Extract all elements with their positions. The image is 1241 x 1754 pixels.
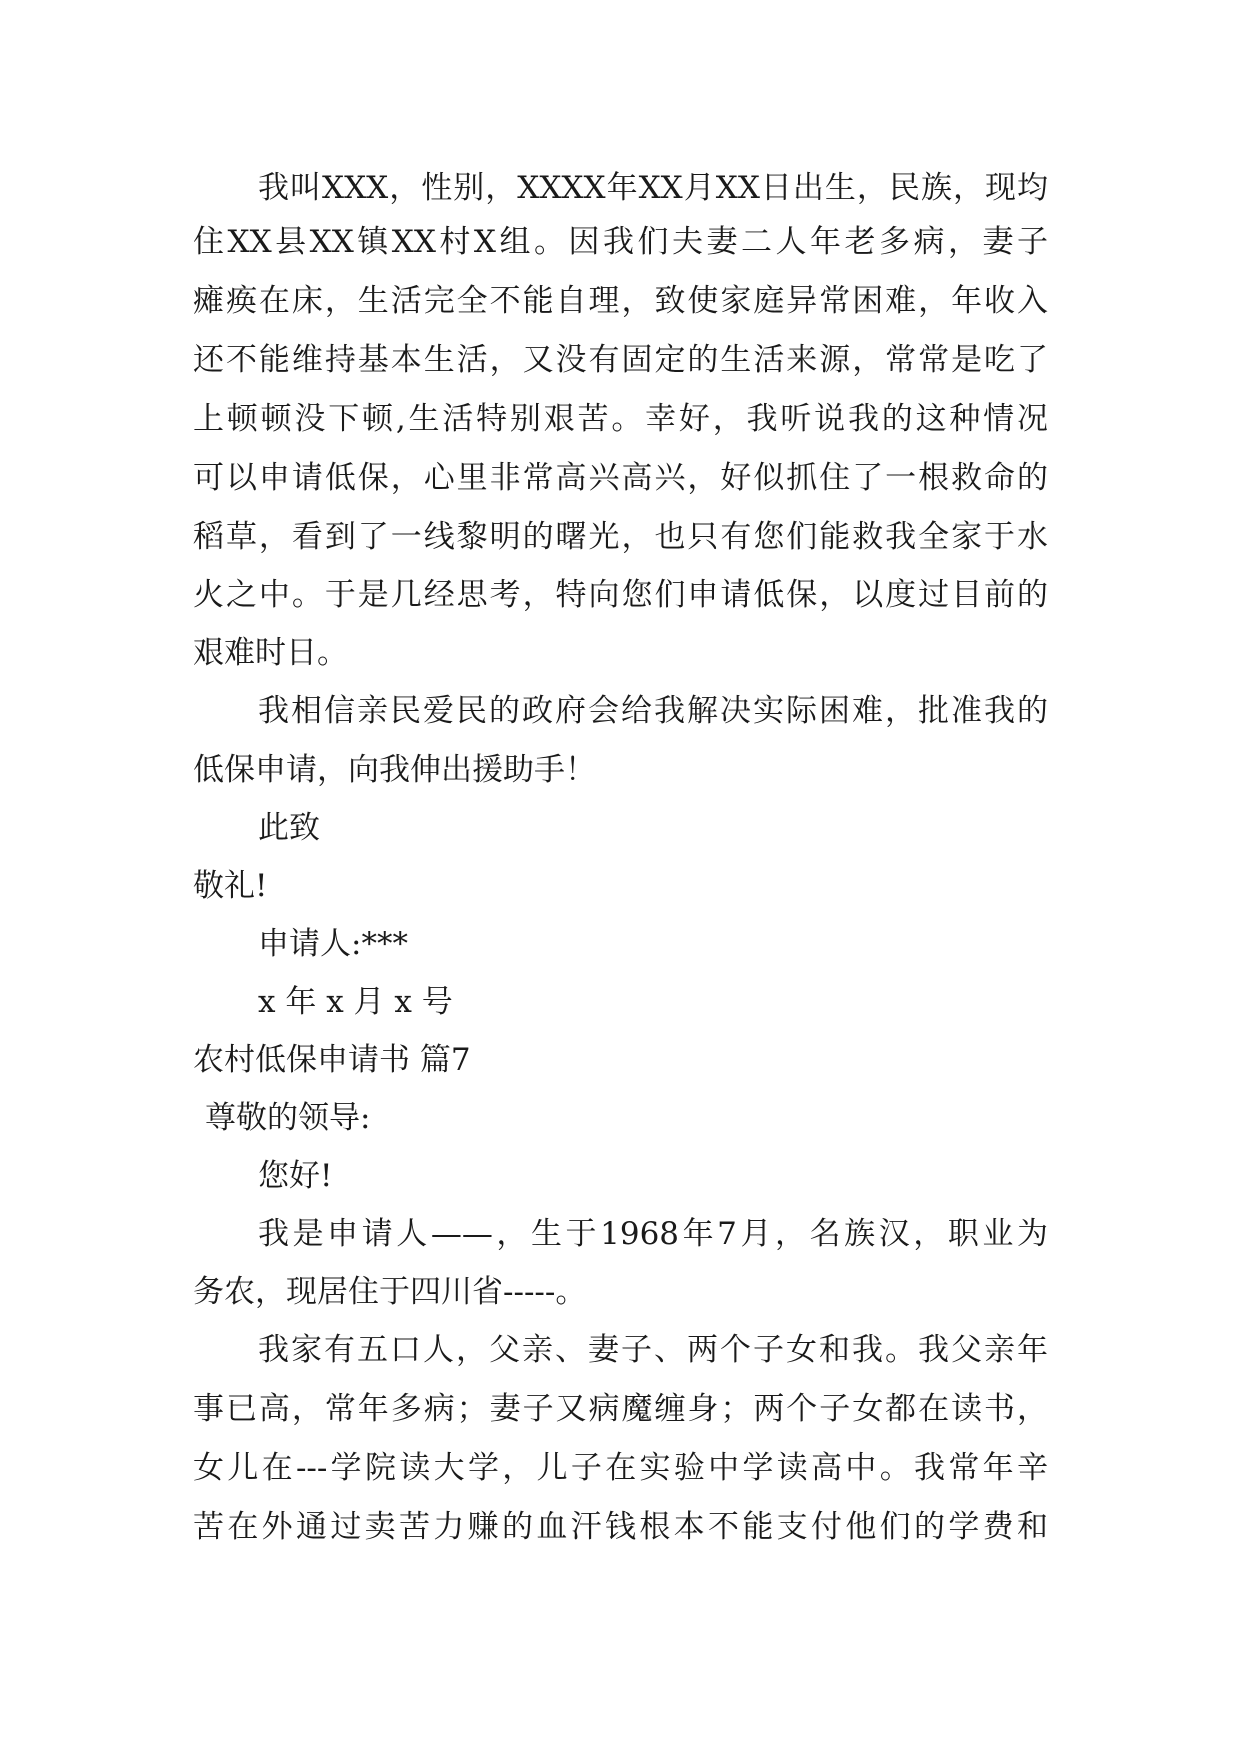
- text-line-4: 还不能维持基本生活，又没有固定的生活来源，常常是吃了: [193, 342, 1048, 378]
- text-line-7: 稻草，看到了一线黎明的曙光，也只有您们能救我全家于水: [193, 519, 1048, 555]
- text-line-8: 火之中。于是几经思考，特向您们申请低保，以度过目前的: [193, 577, 1048, 613]
- text-line-1: 我叫XXX，性别，XXXX年XX月XX日出生，民族，现均: [258, 170, 1048, 206]
- text-line-6: 可以申请低保，心里非常高兴高兴，好似抓住了一根救命的: [193, 460, 1048, 496]
- text-line-19: 我是申请人——，生于1968年7月，名族汉，职业为: [258, 1216, 1048, 1252]
- text-line-9: 艰难时日。: [193, 635, 348, 671]
- closing-regards: 敬礼!: [193, 868, 268, 904]
- greeting-hello: 您好!: [258, 1158, 333, 1194]
- text-line-22: 事已高，常年多病；妻子又病魔缠身；两个子女都在读书，: [193, 1391, 1048, 1427]
- text-line-2: 住XX县XX镇XX村X组。因我们夫妻二人年老多病，妻子: [193, 224, 1048, 260]
- text-line-23: 女儿在---学院读大学，儿子在实验中学读高中。我常年辛: [193, 1450, 1048, 1486]
- text-line-3: 瘫痪在床，生活完全不能自理，致使家庭异常困难，年收入: [193, 283, 1048, 319]
- applicant-signature: 申请人:***: [258, 926, 408, 962]
- text-line-24: 苦在外通过卖苦力赚的血汗钱根本不能支付他们的学费和: [193, 1509, 1048, 1545]
- text-line-20: 务农，现居住于四川省-----。: [193, 1274, 587, 1310]
- text-line-11: 低保申请，向我伸出援助手！: [193, 752, 596, 788]
- section-heading: 农村低保申请书 篇7: [193, 1042, 471, 1078]
- signature-date: x 年 x 月 x 号: [258, 984, 453, 1020]
- greeting: 尊敬的领导:: [205, 1100, 371, 1136]
- closing-salutation: 此致: [258, 810, 320, 846]
- text-line-10: 我相信亲民爱民的政府会给我解决实际困难，批准我的: [258, 693, 1048, 729]
- text-line-5: 上顿顿没下顿,生活特别艰苦。幸好，我听说我的这种情况: [193, 401, 1048, 437]
- text-line-21: 我家有五口人，父亲、妻子、两个子女和我。我父亲年: [258, 1332, 1048, 1368]
